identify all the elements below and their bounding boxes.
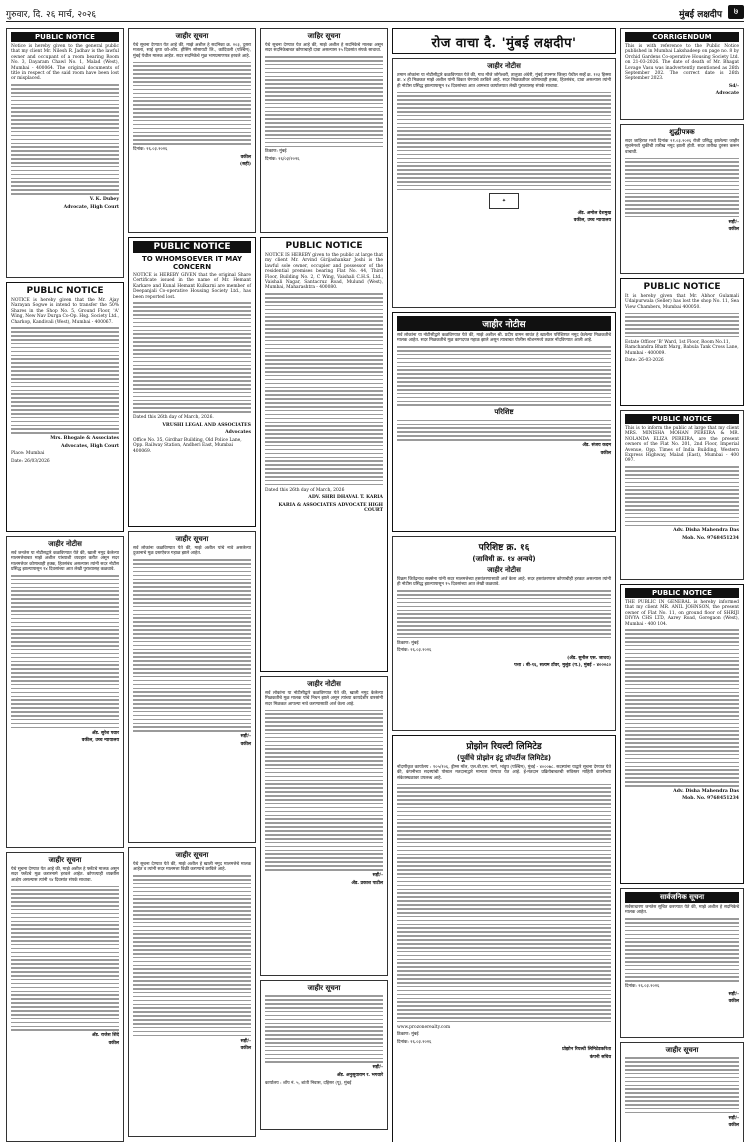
notice-title: सार्वजनिक सूचना [625,892,739,903]
notice-title: CORRIGENDUM [625,32,739,42]
jaahir-suchana-sadanika [128,28,256,233]
notice-title: PUBLIC NOTICE [285,241,363,251]
signatory-role: वकील [728,227,739,233]
notice-text-lines [11,327,119,434]
notice-text-lines [133,302,251,413]
notice-body: तमाम लोकांना या नोटीसीद्वारे कळविण्यात येते की, गाव मौजे जोगेश्वरी, तालुका अंधेरी, मुंबई उपनगर जिल्हा येथील सर्व्हे क्र. १२३ हिस्सा क्र. ४ ही मिळकत माझे अशील यांनी विकत घेण्याचे ठरविले आहे. सदर मिळकतीवर कोणाचाही हक्क, हितसंबंध, दावा असल्यास त्यांनी ही नोटीस प्रसिद्ध झाल्यापासून १४ दिवसांच्या आत आमच्या कार्यालयात लेखी पुराव्यासह संपर्क साधावा. [397,73,611,89]
notice-body: सर्व लोकांना कळविण्यात येते की, माझे अशील यांचे नावे असलेल्या दुकानाचे मूळ दस्तऐवज गहाळ झाले आहेत. [133,546,251,557]
notice-place: ठिकाण: मुंबई [397,640,419,646]
signatory-name: सही/- [728,1115,739,1121]
notice-body: विक्रम जितेंद्रनाथ सक्सेना यांनी सदर मालमत्तेच्या हस्तांतरणासाठी अर्ज केला आहे. सदर हस्तांतरणास कोणाचीही हरकत असल्यास त्यांनी ही नोटीस प्रसिद्ध झाल्यापासून १५ दिवसांच्या आत लेखी कळवावे. [397,577,611,588]
column-1 [6,28,124,1142]
notice-body: NOTICE is hereby given that the Mr. Ajay Narayan Sogwe is intend to transfer the 50% Shares in the Shop No. 5, Ground Floor, 'A' Wing, New Nav Durga Co-Op. Hsg. Society Ltd., Charkop, Kandivali (West), Mumbai - 400067. [11,298,119,325]
jaahir-suchana-col3 [260,28,388,233]
notice-title: जाहीर सूचना [175,535,209,543]
notice-text-lines [265,710,383,871]
signatory-name: सही/- [728,219,739,225]
public-notice-sea-view-shop [620,278,744,406]
notice-date: Date: 26/03/2026 [11,458,50,464]
signatory-role: Advocate [715,91,739,97]
signatory-role: Advocates [225,430,251,436]
signatory-role: वकील [240,1046,251,1052]
signatory-name: सही/- [728,991,739,997]
notice-text-lines [133,875,251,1036]
notice-place: Place: Mumbai [11,451,45,457]
notice-text-lines [11,575,119,728]
notice-text-lines [625,918,739,982]
signatory-name: सही/- [372,1065,383,1071]
shuddhipatrak-notice [620,124,744,274]
signatory-role: Mob. No. 9768451234 [682,796,739,802]
signatory-name: सही/- [240,734,251,740]
public-notice-mulund-flat [260,237,388,672]
notice-title: जाहिर सूचना [307,32,341,40]
notice-title: PUBLIC NOTICE [643,282,721,292]
notice-text-lines [397,784,611,1023]
column-2 [128,28,256,1142]
notice-body: नोंदणीकृत कार्यालय : १०५/१०६, ड्रीम्स मॉल, एल.बी.एस. मार्ग, भांडुप (पश्चिम), मुंबई - ४०००७८. सदस्यांना याद्वारे सूचना देण्यात येते की, कंपनीच्या सदस्यांची पोस्टल मतदानाद्वारे मान्यता घेण्यात येत आहे. ई-मतदान प्रक्रियेबाबतची सविस्तर माहिती कंपनीच्या संकेतस्थळावर उपलब्ध आहे. [397,765,611,781]
column-3 [260,28,388,1142]
notice-body: This is with reference to the Public Notice published in Mumbai Lakshadeep on page no. 8 by Orchid Gardens Co-operative Housing Society Ltd. on 21-03-2026. The date of death of Mr. Bhagat Lovage Vasu was inadvertently mentioned as 26th September 202. The correct date is 26th September 2023. [625,44,739,82]
signatory-name: Adv. Disha Mahendra Das [673,788,739,794]
notice-title: PUBLIC NOTICE [625,414,739,424]
signatory-role: कंपनी सचिव [589,1054,611,1060]
signatory-role: वकील [728,999,739,1005]
notice-text-lines [625,1057,739,1113]
paper-name: मुंबई लक्षदीप [679,10,722,20]
notice-date: दिनांक: २६.०३.२०२६ [397,648,432,654]
notice-body: It is hereby given that Mr. Abhor Gulamali Udaipurwala (Seller) has lost the shop No. 11, Sea View Chambers, Mumbai 400050. [625,294,739,310]
masthead [6,4,744,22]
signatory-role: KARIA & ASSOCIATES ADVOCATE HIGH COURT [278,502,383,514]
notice-text-lines [625,313,739,338]
prozone-realty-notice [392,735,616,1142]
jaahir-notice-schedule [392,312,616,532]
signatory-address: Office No. 35, Girdhar Building, Old Police Lane, Opp. Railway Station, Andheri East, Mumbai 400069. [133,437,242,454]
notice-title: PUBLIC NOTICE [11,32,119,42]
notice-title: जाहीर नोटीस [397,316,611,331]
notice-title: जाहीर सूचना [175,851,209,859]
signatory-name: सही/- [240,1038,251,1044]
notice-subtitle: TO WHOMSOEVER IT MAY CONCERN [141,255,243,271]
signatory-name: Mrs. Bhogale & Associates [50,436,119,442]
notice-text-lines [625,466,739,526]
notice-title: जाहीर नोटीस [307,680,341,688]
notice-body: NOTICE IS HEREBY given to the public at large that my client Mr. Arvind Girijashankar Joshi is the lawful sole owner, occupier and possessor of the residential premises bearing Flat No. 44, Third Floor, Building No. 2, C Wing, Vaishali C.H.S. Ltd., Vaishali Nagar, Santacruz Road, Mulund (West), Mumbai, Maharashtra - 400080. [265,253,383,291]
notice-text-lines [11,886,119,1032]
column-4 [392,28,616,1142]
notice-body: सर्वसाधारण जनतेस सूचित करण्यात येते की, माझे अशील हे सदनिकेचे मालक आहेत. [625,905,739,916]
notice-title: जाहीर सूचना [175,32,209,40]
notice-date: दिनांक: २६.०३.२०२६ [397,1039,432,1045]
jaahir-notice-jogeshwari [392,58,616,308]
notice-text-lines [625,629,739,786]
public-notice-share-certificate [128,237,256,527]
notice-body: सर्व जनतेस या नोटीसद्वारे कळविण्यात येते की, खाली नमूद केलेल्या मालमत्तेबाबत माझे अशील यांच्याशी व्यवहार करीत असून सदर मालमत्तेवर कोणाचाही हक्क, हितसंबंध असल्यास त्यांनी सदर नोटीस प्रसिद्ध झाल्यापासून १४ दिवसांच्या आत लेखी पुराव्यासह कळवावे. [11,551,119,573]
signatory-name: वकील [240,154,251,160]
public-notice-aarey-road [620,584,744,884]
notice-body: येथे सूचना देण्यात येत आहे की, माझे अशील हे सदनिकेचे मालक असून सदर सदनिकेबाबत कोणाचाही दावा असल्यास १५ दिवसांत संपर्क साधावा. [265,43,383,54]
signatory-role: वकील [600,450,611,456]
signatory-role: वकील [240,741,251,747]
notice-text-lines [265,995,383,1063]
jaahir-suchana-flat [6,852,124,1142]
notice-body: येथे सूचना देण्यात येते की, माझे अशील हे खाली नमूद मालमत्तेचे मालक आहेत व त्यांनी सदर मालमत्ता विक्री करण्याचे ठरविले आहे. [133,862,251,873]
notice-place: ठिकाण: मुंबई [397,1032,419,1038]
signatory-name: Sd/- [728,83,739,89]
notice-title: जाहीर सूचना [48,856,82,864]
page-number: ७ [728,5,744,19]
notice-title: जाहीर सूचना [307,984,341,992]
signatory-name: अ‍ॅड. राजेश शिंदे [91,1033,119,1039]
notice-body: This is to inform the public at large that my client MRS. MINISHA MOHAN PEREIRA & MR. NOLANDA ELIZA PEREIRA, are the present owners of the Flat No. 201, 2nd Floor, Imperial Avenue, Opp. Times of India Building, Western Express Highway, Malad (East), Mumbai - 400 097. [625,426,739,464]
signatory-role: वकील, उच्च न्यायालय [81,738,119,744]
jaahir-suchana-shop [128,531,256,843]
jaahir-notice-property [6,536,124,848]
company-website: www.prozonerealty.com [397,1024,451,1030]
notice-body: NOTICE is HEREBY GIVEN that the original Share Certificate issued in the name of Mr. Hemant Karkare and Kunal Hemant Kulkarni are member of Deepanjali Co-operative Housing Society Ltd., has been reported lost. [133,273,251,300]
notice-text-lines [11,84,119,195]
signatory-address: पत्ता : बी-१६, सत्यम टॉवर, मुलुंड (प.), मुंबई - ४०००८० [514,663,611,669]
signatory-address: कार्यालय : शॉप नं. ५, शांती निवास, दहिसर (पू), मुंबई [265,1080,352,1086]
notice-text-lines [265,293,383,485]
signatory-name: VRUSHI LEGAL AND ASSOCIATES [162,422,251,428]
notice-title: PUBLIC NOTICE [133,241,251,253]
notice-subtitle: (जाविधी क्र. १४ अन्वये) [472,555,536,563]
schedule-text-lines [397,420,611,441]
public-notice-lost-room-docs [6,28,124,278]
notice-title: परिशिष्ट क्र. १६ [478,543,530,553]
notice-date: Dated this 26th day of March, 2026 [265,487,345,493]
read-daily-banner [392,28,616,54]
notice-body: येथे सूचना देण्यात येत आहे की, माझे अशील हे फ्लॅटचे मालक असून सदर फ्लॅटचे मूळ करारनामे हरवले आहेत. कोणत्याही व्यक्तीस आक्षेप असल्यास त्यांनी १४ दिवसांत संपर्क साधावा. [11,867,119,883]
signatory-role: Advocate, High Court [63,204,119,210]
jaahir-suchana-sale [128,847,256,1137]
notice-title: जाहीर नोटीस [487,62,521,70]
signatory-name: अ‍ॅड. संजय कदम [582,443,611,448]
notice-text-lines [265,56,383,147]
signatory-role: अ‍ॅड. प्रकाश पाटील [351,880,383,886]
notice-body: सदर जाहिरात मध्ये दिनांक २१.०३.२०२६ रोजी प्रसिद्ध झालेल्या जाहीर सूचनेमध्ये चुकीची तारीख नमूद झाली होती. सदर तारीख दुरुस्त करून वाचावी. [625,139,739,155]
jaahir-notice-heirs [260,676,388,976]
notice-date: दिनांक: २६.०३.२०२६ [133,147,168,153]
form-16-notice [392,536,616,731]
signatory-name: V. K. Dubey [89,196,119,202]
column-5 [620,28,744,1142]
signatory-role: Mob. No. 9768451234 [682,535,739,541]
issue-date: गुरुवार, दि. २६ मार्च, २०२६ [6,10,97,20]
notice-place: ठिकाण: मुंबई [265,149,287,155]
jaahir-suchana-col5 [620,1042,744,1142]
company-name: प्रोझोन रियल्टी लिमिटेड [466,742,542,752]
notice-title: PUBLIC NOTICE [26,286,104,296]
sarvajanik-suchana [620,888,744,1038]
notice-heading: जाहीर नोटीस [487,566,521,574]
notice-text-lines [625,158,739,218]
notice-body: Notice is hereby given to the general public that my client Mr. Nilesh R. Jadhav is the lawful owner and occupant of a room bearing Room No. 3, Dayaram Chawl No. 1, Malad (West), Mumbai - 400064. The original documents of title in respect of the said room have been lost or misplaced. [11,44,119,82]
notice-body: येथे सूचना देण्यात येत आहे की, माझे अशील हे सदनिका क्र. २०३, दुसरा मजला, साई कृपा को-ऑप. हौसिंग सोसायटी लि., कांदिवली (पश्चिम), मुंबई येथील मालक आहेत. सदर सदनिकेचे मूळ भागप्रमाणपत्र हरवले आहे. [133,43,251,59]
company-former-name: (पूर्वीचे प्रोझोन इंटू प्रॉपर्टीज लिमिटेड) [456,754,552,762]
notice-title: PUBLIC NOTICE [625,588,739,598]
notice-text-lines [397,92,611,191]
notice-date: दिनांक: २६/०३/२०२६ [265,156,300,162]
signatory-role: Advocates, High Court [61,443,119,449]
signatory-name: (अ‍ॅड. सुनील एस. जाधव) [567,655,611,661]
schedule-title: परिशिष्ट [494,408,514,417]
notice-title: शुद्धीपत्रक [669,128,695,136]
notice-body: सर्व लोकांना या नोटीसीद्वारे कळविण्यात येते की, खाली नमूद केलेल्या मिळकतीचे मूळ मालक यांचे निधन झाले असून त्यांच्या कायदेशीर वारसांनी सदर मिळकत आपल्या नावे करण्यासाठी अर्ज केला आहे. [265,691,383,707]
notice-body: THE PUBLIC IN GENERAL is hereby informed that my client MR. ANIL JOHNSON, the present owner of Flat No. 11, on ground floor of SHRIJI DIVYA CHS LTD, Aarey Road, Goregaon (West), Mumbai - 400 104. [625,600,739,627]
notice-text-lines [133,62,251,145]
notice-text-lines [133,559,251,732]
signatory-name: अ‍ॅड. सुरेश पवार [91,730,119,736]
notice-body: सर्व लोकांना या नोटीसीद्वारे कळविण्यात येते की, माझे अशील श्री. प्रदीप वामन सावंत हे खालील परिशिष्टात नमूद केलेल्या मिळकतीचे मालक आहेत. सदर मिळकतीचे मूळ कागदपत्र गहाळ झाले असून त्याबाबत पोलीस स्टेशनमध्ये तक्रार नोंदविण्यात आली आहे. [397,333,611,344]
notice-title: जाहीर नोटीस [48,540,82,548]
signatory-name: अ‍ॅड. अमोल देशमुख [577,210,611,216]
signatory-name: सही/- [372,872,383,878]
emblem-icon: ✦ [489,193,519,209]
public-notice-imperial-avenue [620,410,744,580]
notice-text-lines [397,590,611,638]
signatory-role: (सही) [239,162,251,168]
corrigendum-notice [620,28,744,120]
signatory-name: ADV. SHRI DHAVAL T. KARIA [308,495,383,501]
banner-title: रोज वाचा दै. 'मुंबई लक्षदीप' [431,36,577,51]
signatory-name: प्रोझोन रियल्टी लिमिटेडकरिता [562,1046,611,1052]
public-notice-share-transfer [6,282,124,532]
signatory-role: वकील, उच्च न्यायालय [573,218,611,224]
signatory-role: अ‍ॅड. अनुसूयाराम र. भगवारे [336,1072,383,1078]
notice-date: दिनांक: २६.०३.२०२६ [625,984,660,990]
signatory-name: Adv. Disha Mahendra Das [673,528,739,534]
notice-date: Dated this 26th day of March, 2026. [133,415,214,421]
estate-office-address: Estate Officer 'B' Ward, 1st Floor, Room No.11, Ramchandra Bhatt Marg, Babula Tank Cross Lane, Mumbai - 400009. [625,339,739,356]
signatory-role: वकील [108,1040,119,1046]
notice-title: जाहीर सूचना [665,1046,699,1054]
notice-date: Date: 26-03-2026 [625,357,664,363]
signatory-role: वकील [728,1123,739,1129]
jaahir-suchana-dahisar [260,980,388,1130]
notice-text-lines [397,346,611,406]
